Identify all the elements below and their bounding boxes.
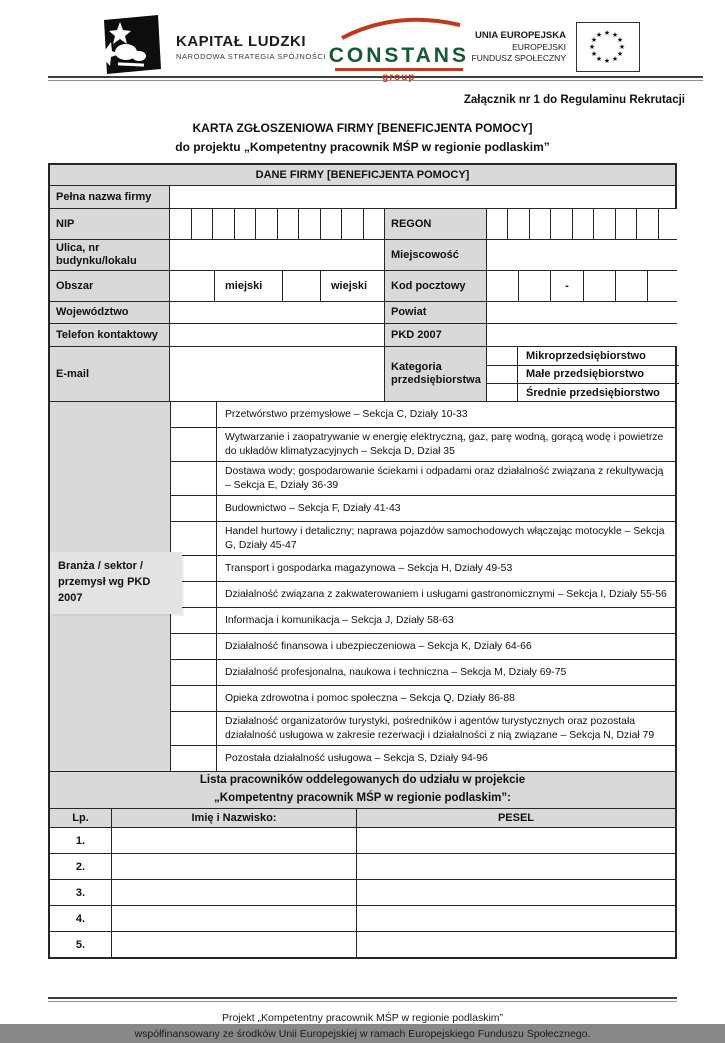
industry-option-label: Działalność finansowa i ubezpieczeniowa – Sekcja K, Działy 64-66	[217, 634, 675, 659]
voivodeship-county-row	[50, 302, 675, 324]
industry-option-label: Informacja i komunikacja – Sekcja J, Działy 58-63	[217, 608, 675, 633]
industry-checkbox[interactable]	[171, 746, 217, 771]
industry-option-row	[171, 712, 675, 746]
regon-digit-box[interactable]	[508, 209, 529, 239]
category-medium-checkbox[interactable]	[487, 384, 518, 401]
industry-option-row	[171, 462, 675, 496]
svg-text:★: ★	[611, 31, 619, 39]
svg-text:★: ★	[611, 55, 619, 63]
regon-digit-box[interactable]	[487, 209, 508, 239]
employees-title	[50, 772, 675, 808]
eu-line2: EUROPEJSKI	[512, 42, 566, 53]
nip-digit-box[interactable]	[299, 209, 321, 239]
street-label: Ulica, nr budynku/lokalu	[50, 240, 170, 270]
employee-name-field[interactable]	[112, 854, 357, 879]
industry-option-label: Wytwarzanie i zaopatrywanie w energię elektryczną, gaz, parę wodną, gorącą wodę i powietrze do układów klimatyzacyjnych – Sekcja D, Dział 35	[217, 428, 675, 461]
industry-checkbox[interactable]	[171, 686, 217, 711]
full-name-label: Pełna nazwa firmy	[50, 186, 170, 208]
industry-option-row	[171, 402, 675, 428]
employee-row	[50, 828, 675, 854]
regon-label: REGON	[385, 209, 487, 239]
document-title-line1: KARTA ZGŁOSZENIOWA FIRMY [BENEFICJENTA POMOCY]	[192, 121, 533, 135]
street-city-row	[50, 240, 675, 271]
employees-title-line1: Lista pracowników oddelegowanych do udziału w projekcie	[199, 774, 526, 787]
employees-title-row	[50, 772, 675, 809]
area-postal-row	[50, 271, 675, 302]
constans-underline	[335, 68, 463, 71]
regon-digit-box[interactable]	[594, 209, 615, 239]
footer-line1: Projekt „Kompetentny pracownik MŚP w regionie podlaskim”	[221, 1012, 504, 1025]
nip-digit-box[interactable]	[192, 209, 214, 239]
nip-boxes	[170, 209, 385, 239]
kapital-ludzki-flag-icon	[84, 12, 166, 81]
industry-label-column	[50, 402, 171, 771]
industry-checkbox[interactable]	[171, 402, 217, 427]
employee-name-field[interactable]	[112, 828, 357, 853]
employees-title-line2: „Kompetentny pracownik MŚP w regionie podlaskim”:	[214, 792, 511, 805]
area-label: Obszar	[50, 271, 170, 301]
employee-number: 5.	[50, 932, 112, 957]
column-pesel: PESEL	[357, 809, 675, 827]
employee-name-field[interactable]	[112, 880, 357, 905]
employee-pesel-field[interactable]	[357, 828, 675, 853]
eu-flag-icon	[576, 22, 640, 72]
section-header-row	[50, 165, 675, 186]
footer-line2: współfinansowany ze środków Unii Europejskiej w ramach Europejskiego Funduszu Społecznego.	[134, 1027, 591, 1040]
area-urban-label: miejski	[215, 271, 283, 301]
industry-option-label: Handel hurtowy i detaliczny; naprawa pojazdów samochodowych włączając motocykle – Sekcja G, Działy 45-47	[217, 522, 675, 555]
industry-checkbox[interactable]	[171, 634, 217, 659]
full-name-field[interactable]	[170, 186, 675, 208]
city-label: Miejscowość	[385, 240, 487, 270]
regon-digit-box[interactable]	[637, 209, 658, 239]
industry-options	[171, 402, 675, 771]
full-name-row	[50, 186, 675, 209]
nip-digit-box[interactable]	[170, 209, 192, 239]
nip-digit-box[interactable]	[364, 209, 385, 239]
eu-line1: UNIA EUROPEJSKA	[475, 30, 566, 42]
postal-code-boxes	[487, 271, 679, 301]
employee-pesel-field[interactable]	[357, 932, 675, 957]
industry-checkbox[interactable]	[171, 496, 217, 521]
email-label: E-mail	[50, 347, 170, 401]
kapital-ludzki-text	[176, 33, 326, 61]
kapital-ludzki-title: KAPITAŁ LUDZKI	[176, 32, 307, 50]
email-category-row	[50, 347, 675, 402]
industry-label: Branża / sektor / przemysł wg PKD 2007	[50, 552, 182, 614]
employee-number: 1.	[50, 828, 112, 853]
company-data-table	[48, 163, 677, 959]
regon-digit-box[interactable]	[659, 209, 679, 239]
eu-logo	[472, 22, 640, 72]
constans-title: CONSTANS	[328, 44, 469, 67]
category-medium-label: Średnie przedsiębiorstwo	[526, 386, 660, 399]
kapital-ludzki-subtitle: NARODOWA STRATEGIA SPÓJNOŚCI	[176, 51, 327, 61]
svg-text:★: ★	[590, 36, 598, 44]
industry-option-label: Transport i gospodarka magazynowa – Sekcja H, Działy 49-53	[217, 556, 675, 581]
area-urban-checkbox[interactable]	[170, 271, 215, 301]
postal-digit-box[interactable]	[648, 271, 679, 301]
county-label: Powiat	[385, 302, 487, 323]
category-option-row	[487, 384, 679, 401]
street-field[interactable]	[170, 240, 385, 270]
nip-label: NIP	[50, 209, 170, 239]
nip-regon-row	[50, 209, 675, 240]
nip-digit-box[interactable]	[213, 209, 235, 239]
svg-text:★: ★	[603, 57, 611, 65]
constans-logo	[329, 18, 469, 83]
document-title	[0, 119, 725, 156]
industry-option-row	[171, 522, 675, 556]
svg-text:★: ★	[590, 50, 598, 58]
postal-code-label: Kod pocztowy	[385, 271, 487, 301]
constans-swoosh-icon	[334, 18, 464, 45]
employee-name-field[interactable]	[112, 906, 357, 931]
industry-option-row	[171, 428, 675, 462]
employee-number: 4.	[50, 906, 112, 931]
industry-option-row	[171, 686, 675, 712]
regon-boxes	[487, 209, 679, 239]
logo-header	[0, 0, 725, 83]
voivodeship-field[interactable]	[170, 302, 385, 323]
category-small-checkbox[interactable]	[487, 366, 518, 383]
employee-name-field[interactable]	[112, 932, 357, 957]
svg-text:★: ★	[616, 36, 624, 44]
area-rural-checkbox[interactable]	[283, 271, 321, 301]
category-options	[487, 347, 679, 401]
employee-pesel-field[interactable]	[357, 854, 675, 879]
email-field[interactable]	[170, 347, 385, 401]
industry-checkbox[interactable]	[171, 660, 217, 685]
regon-digit-box[interactable]	[616, 209, 637, 239]
svg-text:★: ★	[588, 43, 596, 51]
eu-text	[472, 30, 566, 63]
employee-row	[50, 854, 675, 880]
industry-checkbox[interactable]	[171, 428, 217, 461]
employees-header-row	[50, 809, 675, 828]
svg-text:★: ★	[595, 31, 603, 39]
category-option-row	[487, 347, 679, 365]
postal-digit-box[interactable]	[519, 271, 551, 301]
industry-checkbox[interactable]	[171, 462, 217, 495]
footer-rule	[48, 997, 677, 1002]
industry-option-row	[171, 556, 675, 582]
industry-option-label: Opieka zdrowotna i pomoc społeczna – Sekcja Q, Działy 86-88	[217, 686, 675, 711]
postal-separator: -	[551, 271, 583, 301]
nip-digit-box[interactable]	[235, 209, 257, 239]
county-field[interactable]	[487, 302, 679, 323]
phone-pkd-row	[50, 324, 675, 347]
city-field[interactable]	[487, 240, 679, 270]
employee-pesel-field[interactable]	[357, 906, 675, 931]
employee-number: 2.	[50, 854, 112, 879]
column-name: Imię i Nazwisko:	[112, 809, 357, 827]
phone-field[interactable]	[170, 324, 385, 346]
svg-text:★: ★	[618, 43, 626, 51]
employee-row	[50, 932, 675, 957]
industry-option-label: Działalność organizatorów turystyki, pośredników i agentów turystycznych oraz pozostała działalność usługowa w zakresie rezerwacji i działalności z nią związane – Sekcja N, Dział 79	[217, 712, 675, 745]
footer	[0, 1011, 725, 1043]
pkd-label: PKD 2007	[385, 324, 487, 346]
employee-pesel-field[interactable]	[357, 880, 675, 905]
employee-row	[50, 906, 675, 932]
industry-section-row	[50, 402, 675, 772]
category-small-label: Małe przedsiębiorstwo	[526, 368, 644, 381]
category-option-row	[487, 366, 679, 384]
voivodeship-label: Województwo	[50, 302, 170, 323]
industry-option-row	[171, 660, 675, 686]
regon-digit-box[interactable]	[551, 209, 572, 239]
industry-checkbox[interactable]	[171, 712, 217, 745]
svg-text:★: ★	[603, 29, 611, 37]
regon-digit-box[interactable]	[530, 209, 551, 239]
nip-digit-box[interactable]	[256, 209, 278, 239]
industry-option-label: Pozostała działalność usługowa – Sekcja S, Działy 94-96	[217, 746, 675, 771]
industry-checkbox[interactable]	[171, 522, 217, 555]
column-lp: Lp.	[50, 809, 112, 827]
industry-option-row	[171, 496, 675, 522]
attachment-note: Załącznik nr 1 do Regulaminu Rekrutacji	[463, 94, 685, 106]
nip-digit-box[interactable]	[321, 209, 343, 239]
section-title: DANE FIRMY [BENEFICJENTA POMOCY]	[50, 165, 675, 185]
industry-option-label: Dostawa wody; gospodarowanie ściekami i odpadami oraz działalność związana z rekultywacją – Sekcja E, Działy 36-39	[217, 462, 675, 495]
postal-digit-box[interactable]	[487, 271, 519, 301]
svg-text:★: ★	[595, 55, 603, 63]
category-label: Kategoria przedsiębiorstwa	[385, 347, 487, 401]
nip-digit-box[interactable]	[342, 209, 364, 239]
postal-digit-box[interactable]	[616, 271, 648, 301]
industry-option-label: Budownictwo – Sekcja F, Działy 41-43	[217, 496, 675, 521]
industry-option-label: Działalność związana z zakwaterowaniem i usługami gastronomicznymi – Sekcja I, Działy 55-56	[217, 582, 675, 607]
eu-line3: FUNDUSZ SPOŁECZNY	[471, 52, 566, 63]
category-micro-checkbox[interactable]	[487, 347, 518, 364]
regon-digit-box[interactable]	[573, 209, 594, 239]
phone-label: Telefon kontaktowy	[50, 324, 170, 346]
employee-number: 3.	[50, 880, 112, 905]
category-micro-label: Mikroprzedsiębiorstwo	[526, 349, 646, 362]
industry-option-row	[171, 582, 675, 608]
area-rural-label: wiejski	[321, 271, 385, 301]
industry-option-label: Przetwórstwo przemysłowe – Sekcja C, Działy 10-33	[217, 402, 675, 427]
employee-row	[50, 880, 675, 906]
pkd-field[interactable]	[487, 324, 679, 346]
industry-option-row	[171, 634, 675, 660]
kapital-ludzki-logo	[84, 12, 326, 81]
document-title-line2: do projektu „Kompetentny pracownik MŚP w regionie podlaskim”	[175, 139, 550, 154]
industry-option-label: Działalność profesjonalna, naukowa i techniczna – Sekcja M, Działy 69-75	[217, 660, 675, 685]
svg-text:★: ★	[616, 50, 624, 58]
constans-subtitle: group	[382, 72, 416, 83]
industry-option-row	[171, 746, 675, 771]
postal-digit-box[interactable]	[584, 271, 616, 301]
industry-option-row	[171, 608, 675, 634]
nip-digit-box[interactable]	[278, 209, 300, 239]
